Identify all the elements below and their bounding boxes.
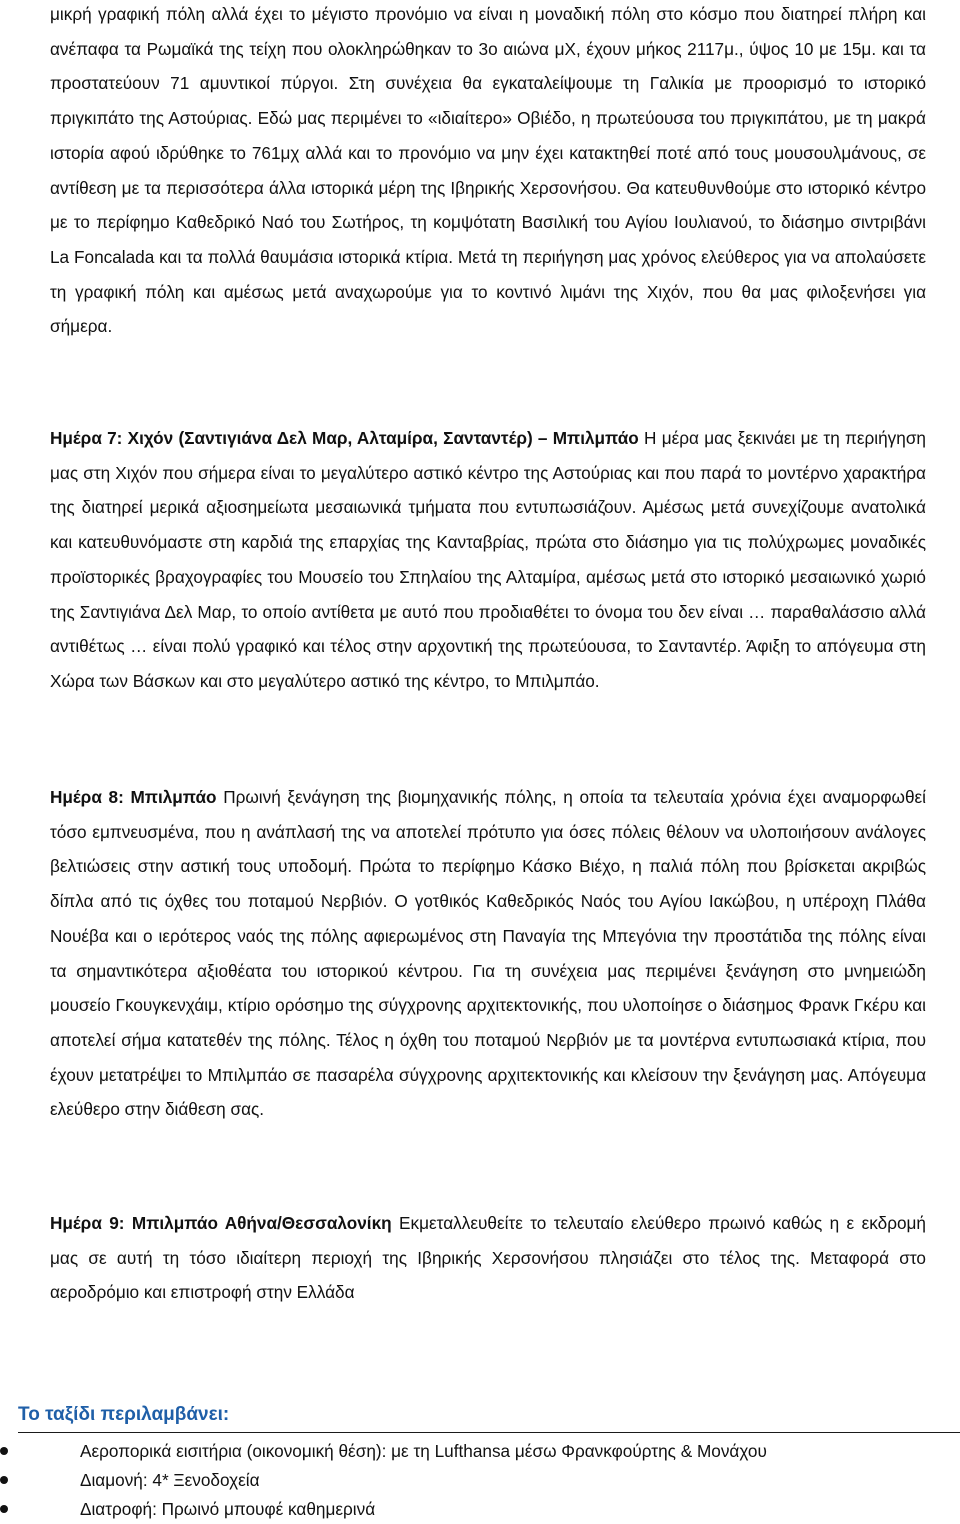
paragraph-text: Πρωινή ξενάγηση της βιομηχανικής πόλης, η οποία τα τελευταία χρόνια έχει αναμορφωθεί τόσο εμπνευσμένα, που η ανάπλασή της να αποτελεί πρότυπο για όσες πόλεις θέλουν να υλοποιήσουν ανάλογες βελτιώσεις στην αστική τους υποδομή. Πρώτα το περίφημο Κάσκο Βιέχο, η παλιά πόλη που βρίσκεται ακριβώς δίπλα από τις όχθες του ποταμού Νερβιόν. Ο γοτθικός Καθεδρικός Ναός του Αγίου Ιακώβου, η υπέροχη Πλάθα Νουέβα και ο ιερότερος ναός της πόλης αφιερωμένος στη Παναγία της Μπεγόνια την προστάτιδα της πόλης είναι τα σημαντικότερα αξιοθέατα του ιστορικού κέντρου. Για τη συνέχεια μας περιμένει ξενάγηση στο μνημειώδη μουσείο Γκουγκενχάιμ, κτίριο ορόσημο της σύγχρονης αρχιτεκτονικής, που υλοποίησε ο διάσημος Φρανκ Γκέρυ και αποτελεί σήμα κατατεθέν της πόλης. Τέλος η όχθη του ποταμού Νερβιόν με τα μοντέρνα εντυπωσιακά κτίρια, που έχουν μετατρέψει το Μπιλμπάο σε πασαρέλα σύγχρονης αρχιτεκτονικής και κλείσουν την ξενάγηση μας. Απόγευμα ελεύθερο στην διάθεση σας. <box>50 787 926 1120</box>
bullet-icon <box>0 1476 8 1484</box>
bullet-icon <box>0 1447 8 1455</box>
bullet-icon <box>0 1505 8 1513</box>
paragraph-text: Η μέρα μας ξεκινάει με τη περιήγηση μας στη Χιχόν που σήμερα είναι το μεγαλύτερο αστικό κέντρο της Αστούριας και που παρά το μοντέρνο χαρακτήρα της διατηρεί μερικά αξιοσημείωτα μεσαιωνικά τμήματα που εντυπωσιάζουν. Αμέσως μετά συνεχίζουμε ανατολικά και κατευθυνόμαστε στη καρδιά της επαρχίας της Κανταβρίας, πρώτα στο διάσημο για τις πολύχρωμες μοναδικές προϊστορικές βραχογραφίες του Μουσείο του Σπηλαίου της Αλταμίρα, αμέσως μετά στο ιστορικό μεσαιωνικό χωριό της Σαντιγιάνα Δελ Μαρ, το οποίο αντίθετα με αυτό που προδιαθέτει το όνομα του δεν είναι … παραθαλάσσιο αλλά αντιθέτως … είναι πολύ γραφικό και τέλος στην αρχοντική της πρωτεύουσα, το Σανταντέρ. Άφιξη το απόγευμα στη Χώρα των Βάσκων και στο μεγαλύτερο αστικό της κέντρο, το Μπιλμπάο. <box>50 428 926 691</box>
list-item <box>0 1466 960 1495</box>
paragraph-text: Εκμεταλλευθείτε το τελευταίο ελεύθερο πρωινό καθώς η ε εκδρομή μας σε αυτή τη τόσο ιδιαίτερη περιοχή της Ιβηρικής Χερσονήσου πλησιάζει στο τέλος της. Μεταφορά στο αεροδρόμιο και επιστροφή στην Ελλάδα <box>50 1213 926 1303</box>
paragraph-text: μικρή γραφική πόλη αλλά έχει το μέγιστο προνόμιο να είναι η μοναδική πόλη στο κόσμο που διατηρεί πλήρη και ανέπαφα τα Ρωμαϊκά της τείχη που ολοκληρώθηκαν το 3ο αιώνα μΧ, έχουν μήκος 2117μ., ύψος 10 με 15μ. και τα προστατεύουν 71 αμυντικοί πύργοι. Στη συνέχεια θα εγκαταλείψουμε τη Γαλικία με προορισμό το ιστορικό πριγκιπάτο της Αστούριας. Εδώ μας περιμένει το «ιδιαίτερο» Οβιέδο, η πρωτεύουσα του πριγκιπάτου, με τη μακρά ιστορία αφού ιδρύθηκε το 761μχ αλλά και το προνόμιο να μην έχει κατακτηθεί ποτέ από τους μουσουλμάνους, σε αντίθεση με τα περισσότερα άλλα ιστορικά μέρη της Ιβηρικής Χερσονήσου. Θα κατευθυνθούμε στο ιστορικό κέντρο με το περίφημο Καθεδρικό Ναό του Σωτήρος, τη κομψότατη Βασιλική του Αγίου Ιουλιανού, το διάσημο σιντριβάνι La Foncalada και τα πολλά θαυμάσια ιστορικά κτίρια. Μετά τη περιήγηση μας χρόνος ελεύθερος για να απολαύσετε τη γραφική πόλη και αμέσως μετά αναχωρούμε για το κοντινό λιμάνι της Χιχόν, που θα μας φιλοξενήσει για σήμερα. <box>50 4 926 337</box>
trip-includes-section <box>18 1400 960 1524</box>
day9-heading: Ημέρα 9: Μπιλμπάο Αθήνα/Θεσσαλονίκη <box>50 1213 392 1233</box>
list-item-text: Διαμονή: 4* Ξενοδοχεία <box>80 1470 260 1490</box>
paragraph-day8 <box>50 780 926 1127</box>
includes-title: Το ταξίδι περιλαμβάνει: <box>18 1400 960 1433</box>
paragraph-day9 <box>50 1206 926 1310</box>
paragraph-day7 <box>50 421 926 699</box>
paragraph-day6-continued <box>50 0 926 344</box>
includes-list <box>18 1437 960 1524</box>
day8-heading: Ημέρα 8: Μπιλμπάο <box>50 787 217 807</box>
list-item-text: Αεροπορικά εισιτήρια (οικονομική θέση): με τη Lufthansa μέσω Φρανκφούρτης & Μονάχου <box>80 1441 767 1461</box>
day7-heading: Ημέρα 7: Χιχόν (Σαντιγιάνα Δελ Μαρ, Αλταμίρα, Σανταντέρ) – Μπιλμπάο <box>50 428 639 448</box>
list-item-text: Διατροφή: Πρωινό μπουφέ καθημερινά <box>80 1499 376 1519</box>
list-item <box>0 1437 960 1466</box>
